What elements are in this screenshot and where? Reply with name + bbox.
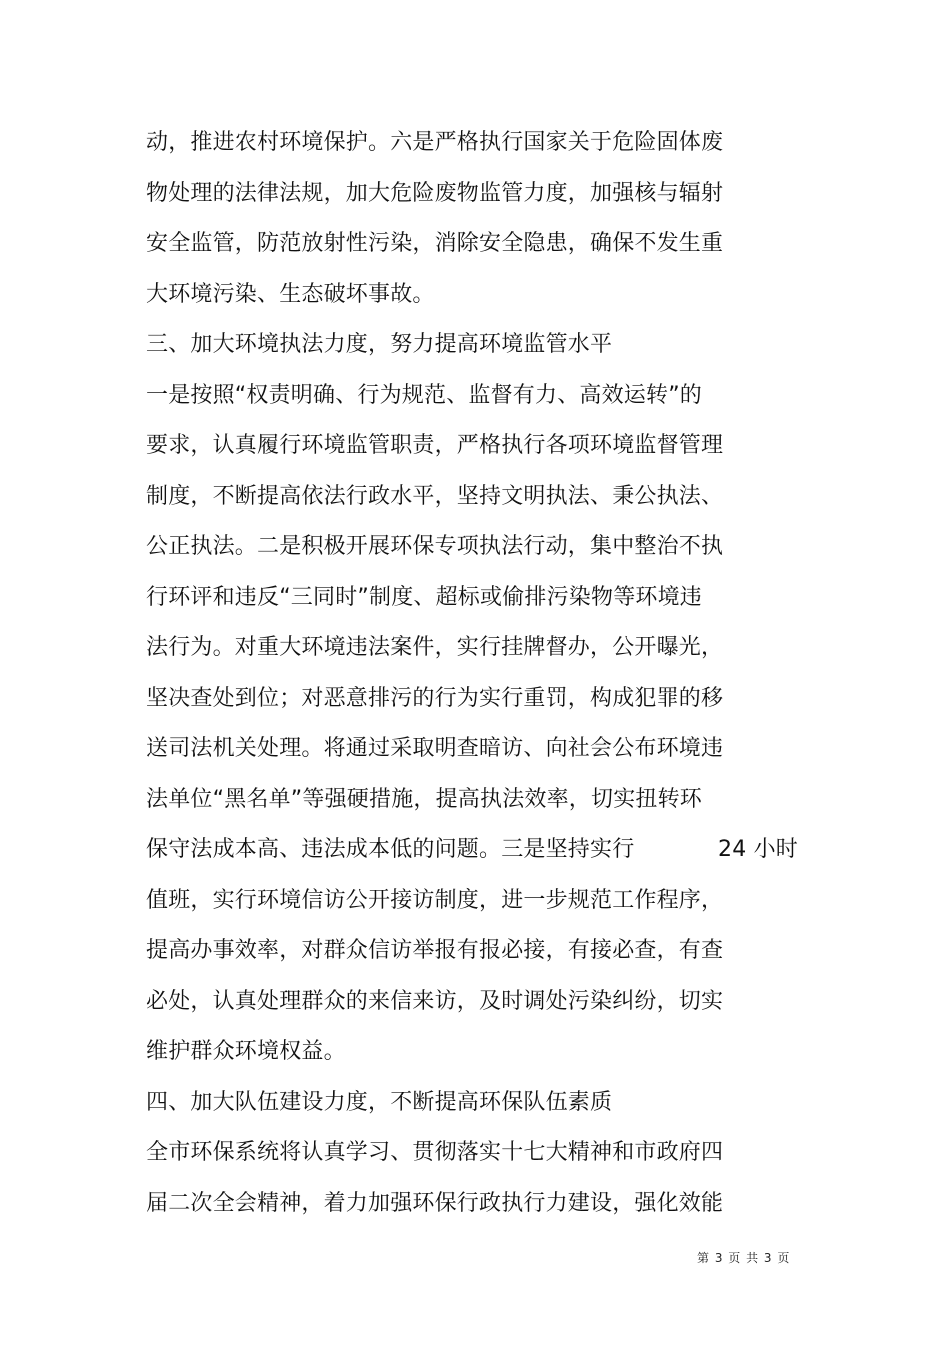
text-line-split [146, 825, 846, 876]
text-line-head: 保守法成本高、违法成本低的问题。三是坚持实行 [146, 837, 635, 862]
text-line: 全市环保系统将认真学习、贯彻落实十七大精神和市政府四 [146, 1140, 724, 1165]
text-line: 制度，不断提高依法行政水平，坚持文明执法、秉公执法、 [146, 483, 724, 509]
section-heading-3: 三、加大环境执法力度，努力提高环境监管水平 [146, 332, 613, 357]
text-line: 送司法机关处理。将通过采取明查暗访、向社会公布环境违 [146, 736, 724, 761]
text-line: 坚决查处到位；对恶意排污的行为实行重罚，构成犯罪的移 [146, 685, 724, 711]
section-heading-4: 四、加大队伍建设力度，不断提高环保队伍素质 [146, 1089, 613, 1115]
text-line: 法单位“黑名单”等强硬措施，提高执法效率，切实扭转环 [146, 786, 702, 812]
text-line: 物处理的法律法规，加大危险废物监管力度，加强核与辐射 [146, 180, 724, 206]
text-line: 届二次全会精神，着力加强环保行政执行力建设，强化效能 [146, 1190, 724, 1216]
text-line: 维护群众环境权益。 [146, 1039, 346, 1064]
text-line: 公正执法。二是积极开展环保专项执法行动，集中整治不执 [146, 534, 724, 559]
body-text [146, 118, 846, 1229]
text-line: 提高办事效率，对群众信访举报有报必接，有接必查，有查 [146, 938, 724, 963]
text-line: 动，推进农村环境保护。六是严格执行国家关于危险固体废 [146, 130, 724, 155]
text-line: 值班，实行环境信访公开接访制度，进一步规范工作程序， [146, 887, 724, 913]
text-line-tail: 24 小时 [718, 837, 798, 862]
text-line: 一是按照“权责明确、行为规范、监督有力、高效运转”的 [146, 382, 702, 408]
text-line: 必处，认真处理群众的来信来访，及时调处污染纠纷，切实 [146, 988, 724, 1014]
text-line: 法行为。对重大环境违法案件，实行挂牌督办，公开曝光， [146, 635, 724, 660]
text-line: 大环境污染、生态破坏事故。 [146, 281, 435, 307]
text-line: 要求，认真履行环境监管职责，严格执行各项环境监督管理 [146, 433, 724, 458]
text-line: 行环评和违反“三同时”制度、超标或偷排污染物等环境违 [146, 584, 702, 610]
text-line: 安全监管，防范放射性污染，消除安全隐患，确保不发生重 [146, 231, 724, 256]
page-number-footer: 第 3 页 共 3 页 [697, 1251, 791, 1265]
